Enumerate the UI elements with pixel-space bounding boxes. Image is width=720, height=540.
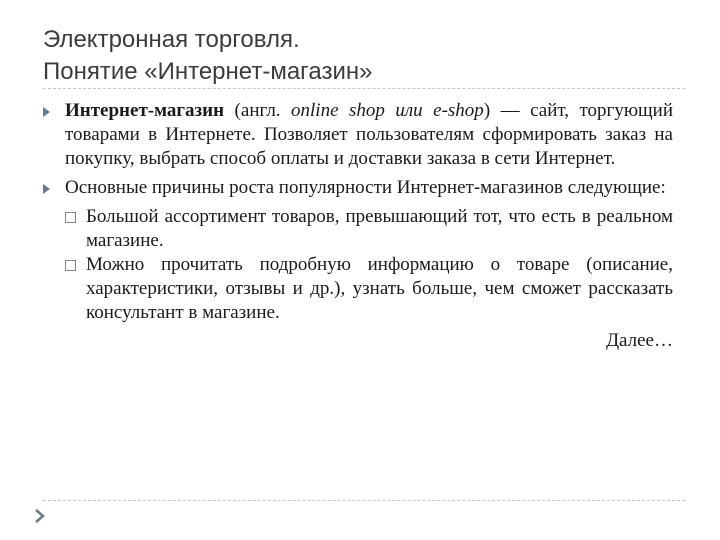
sub-item-text: Большой ассортимент товаров, превышающий тот, что есть в реальном магазине. [86,206,673,251]
top-divider [43,88,685,89]
triangle-bullet-icon [43,107,50,117]
definition-text-b: ) — сайт, торгующий товарами в Интернете. Позволяет пользователям сформировать заказ на покупку, выбрать способ оплаты и доставки заказа в сети Интернет. [65,100,673,169]
next-link[interactable]: Далее… [606,330,673,351]
definition-english-term: online shop или e-shop [291,100,484,121]
slide-body [43,99,673,353]
triangle-bullet-icon [43,184,50,194]
square-bullet-icon [65,212,76,223]
slide-title [43,24,683,88]
definition-text-a: (англ. [224,100,292,121]
bullet-reasons [43,176,673,200]
slide-title-line-2: Понятие «Интернет-магазин» [43,58,373,85]
sub-item-text: Можно прочитать подробную информацию о товаре (описание, характеристики, отзывы и др.), узнать больше, чем сможет рассказать консультант в магазине. [86,254,673,323]
slide-title-line-1: Электронная торговля. [43,26,300,53]
sub-item [43,205,673,253]
sub-item [43,253,673,325]
next-arrow-icon[interactable] [31,507,49,525]
bullet-definition [43,99,673,171]
bottom-divider [43,500,685,501]
term-internet-shop: Интернет-магазин [65,100,225,121]
square-bullet-icon [65,260,76,271]
reasons-intro: Основные причины роста популярности Интернет-магазинов следующие: [65,177,666,198]
